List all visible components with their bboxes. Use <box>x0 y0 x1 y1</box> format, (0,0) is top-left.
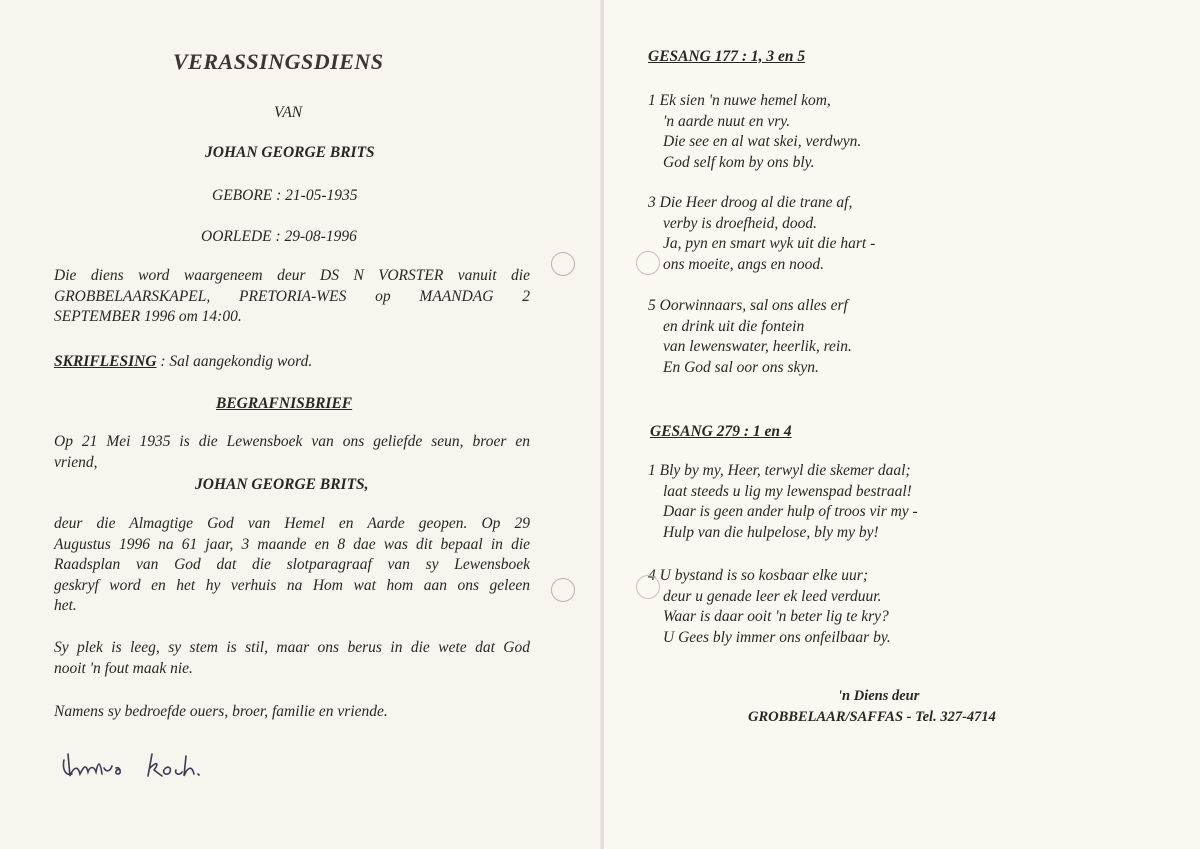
hymn-1-verse-3 <box>648 193 875 275</box>
credit-line-1: 'n Diens deur <box>838 688 920 704</box>
closing-line: Sy plek is leeg, sy stem is stil, maar ons berus in die wete dat God <box>54 639 530 656</box>
verse-line: en drink uit die fontein <box>663 317 805 335</box>
credit-line-2: GROBBELAAR/SAFFAS - Tel. 327-4714 <box>748 709 996 725</box>
letter-body-line: het. <box>54 597 77 614</box>
birth-date: GEBORE : 21-05-1935 <box>212 187 358 204</box>
verse-line: Ja, pyn en smart wyk uit die hart - <box>663 235 876 252</box>
letter-name: JOHAN GEORGE BRITS, <box>195 476 369 493</box>
hymn-2-verse-4 <box>648 566 891 648</box>
verse-line: En God sal oor ons skyn. <box>663 358 819 376</box>
verse-line: deur u genade leer ek leed verduur. <box>663 587 882 605</box>
deceased-name: JOHAN GEORGE BRITS <box>205 144 375 161</box>
punch-hole <box>636 251 660 275</box>
verse-line: van lewenswater, heerlik, rein. <box>663 338 852 355</box>
verse-line: Daar is geen ander hulp of troos vir my - <box>663 503 918 520</box>
letter-body-line: geskryf word en het hy verhuis na Hom wat hom aan ons geleen <box>54 576 530 594</box>
verse-line: U Gees bly immer ons onfeilbaar by. <box>663 628 891 646</box>
family-line: Namens sy bedroefde ouers, broer, familie en vriende. <box>54 703 388 720</box>
letter-body-line: Augustus 1996 na 61 jaar, 3 maande en 8 dae was dit bepaal in die <box>54 535 530 553</box>
verse-line: Hulp van die hulpelose, bly my by! <box>663 523 879 541</box>
service-line: Die diens word waargeneem deur DS N VORSTER vanuit die <box>54 267 530 284</box>
letter-intro <box>54 432 530 473</box>
punch-hole <box>636 575 660 599</box>
verse-line: verby is droefheid, dood. <box>663 214 817 232</box>
verse-line: Waar is daar ooit 'n beter lig te kry? <box>663 608 889 625</box>
verse-line: laat steeds u lig my lewenspad bestraal! <box>663 482 912 500</box>
closing-line: nooit 'n fout maak nie. <box>54 659 193 677</box>
verse-line: 1 Ek sien 'n nuwe hemel kom, <box>648 92 831 109</box>
hymn-2-title: GESANG 279 : 1 en 4 <box>650 423 792 440</box>
hymn-1-title: GESANG 177 : 1, 3 en 5 <box>648 48 806 65</box>
document-title: VERASSINGSDIENS <box>173 49 384 74</box>
van-label: VAN <box>274 104 303 121</box>
hymn-1-verse-5 <box>648 296 852 378</box>
letter-body <box>54 514 530 617</box>
verse-line: 3 Die Heer droog al die trane af, <box>648 194 853 211</box>
right-page <box>604 0 1200 849</box>
closing-paragraph <box>54 638 530 679</box>
service-line: SEPTEMBER 1996 om 14:00. <box>54 308 242 325</box>
letter-body-line: Raadsplan van God dat die slotparagraaf van sy Lewensboek <box>54 556 530 573</box>
verse-line: 1 Bly by my, Heer, terwyl die skemer daal; <box>648 462 911 479</box>
scripture-text: : Sal aangekondig word. <box>156 353 313 370</box>
verse-line: God self kom by ons bly. <box>663 153 815 171</box>
service-line: GROBBELAARSKAPEL, PRETORIA-WES op MAANDAG 2 <box>54 287 530 305</box>
handwritten-signature <box>58 740 218 790</box>
hymn-2-verse-1 <box>648 461 918 543</box>
letter-intro-line: vriend, <box>54 453 98 471</box>
letter-heading: BEGRAFNISBRIEF <box>216 395 353 412</box>
letter-body-line: deur die Almagtige God van Hemel en Aarde geopen. Op 29 <box>54 515 530 532</box>
verse-line: ons moeite, angs en nood. <box>663 255 825 273</box>
verse-line: 'n aarde nuut en vry. <box>663 112 791 130</box>
service-paragraph <box>54 266 530 328</box>
letter-intro-line: Op 21 Mei 1935 is die Lewensboek van ons geliefde seun, broer en <box>54 433 530 450</box>
scripture-row <box>54 352 312 372</box>
verse-line: 4 U bystand is so kosbaar elke uur; <box>648 567 868 584</box>
verse-line: 5 Oorwinnaars, sal ons alles erf <box>648 297 848 314</box>
punch-hole <box>551 252 575 276</box>
verse-line: Die see en al wat skei, verdwyn. <box>663 133 862 150</box>
death-date: OORLEDE : 29-08-1996 <box>201 228 357 245</box>
punch-hole <box>551 578 575 602</box>
scripture-label: SKRIFLESING <box>54 353 157 370</box>
hymn-1-verse-1 <box>648 91 861 173</box>
